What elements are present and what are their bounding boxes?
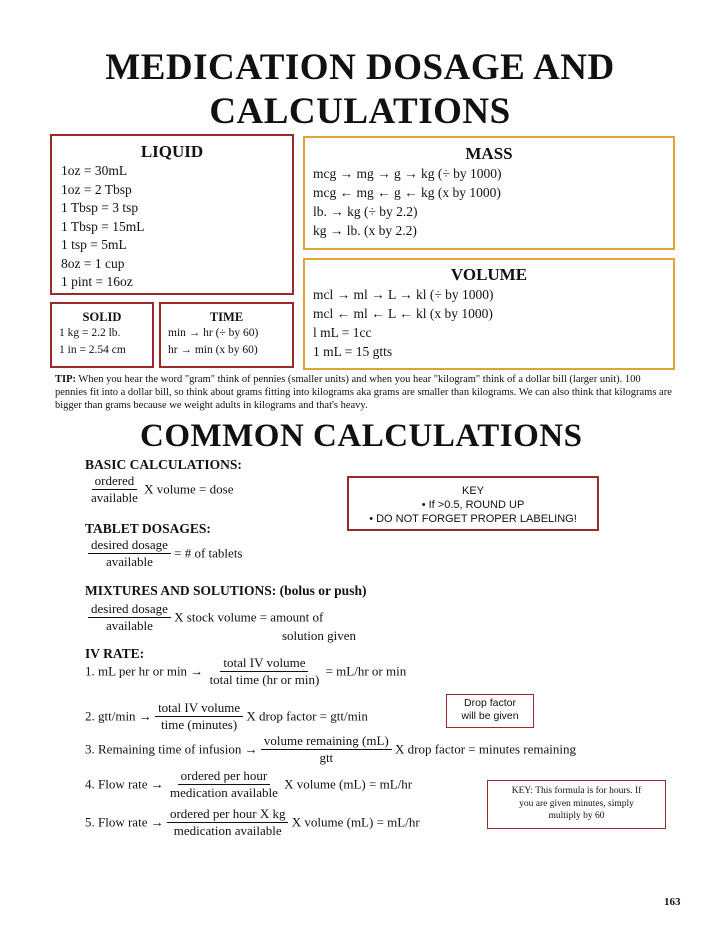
page-number: 163: [664, 896, 681, 908]
title-line-2: CALCULATIONS: [209, 91, 511, 132]
liquid-line: 8oz = 1 cup: [61, 255, 125, 271]
common-calculations-title: COMMON CALCULATIONS: [140, 418, 583, 454]
numerator: ordered: [92, 473, 138, 490]
volume-heading: VOLUME: [450, 265, 528, 284]
mass-line: kg → lb. (x by 2.2): [313, 223, 417, 238]
denominator: medication available: [173, 823, 282, 838]
tip-label: TIP:: [55, 374, 76, 385]
solid-line: 1 kg = 2.2 lb.: [59, 327, 121, 339]
mixtures-heading: MIXTURES AND SOLUTIONS: (bolus or push): [85, 583, 367, 598]
fraction: [167, 768, 281, 801]
tip-text: When you hear the word "gram" think of pennies (smaller units) and when you hear "kilogram" think of a dollar bill (larger unit). 100 pennies fit into a dollar bill, so think about grams fitting into kilograms aka grams are smaller than kilograms. We can also think that kilograms are bigger than grams because we weight adults in kilograms and that's heavy.: [55, 374, 672, 411]
key-line: • If >0.5, ROUND UP: [421, 499, 525, 511]
iv-heading: IV RATE:: [85, 646, 145, 661]
formula-rest: X drop factor = gtt/min: [246, 708, 368, 724]
iv-formula-3: [85, 733, 576, 766]
mixtures-formula-rest-2: solution given: [282, 628, 357, 643]
numerator: total IV volume: [220, 655, 308, 672]
mass-heading: MASS: [465, 144, 513, 163]
solid-heading: SOLID: [82, 310, 122, 324]
volume-line: l mL = 1cc: [313, 325, 372, 340]
key-line: • DO NOT FORGET PROPER LABELING!: [369, 513, 577, 525]
fraction: [88, 473, 141, 506]
denominator: medication available: [169, 785, 278, 800]
formula-rest: X volume = dose: [144, 481, 234, 497]
liquid-heading: LIQUID: [140, 142, 204, 161]
denominator: available: [105, 618, 153, 633]
volume-line: 1 mL = 15 gtts: [313, 344, 393, 359]
solid-list: [52, 325, 152, 359]
time-heading: TIME: [209, 310, 244, 324]
liquid-line: 1oz = 2 Tbsp: [61, 181, 132, 197]
mass-box: [303, 136, 675, 250]
tip-paragraph: [55, 373, 675, 412]
formula-prefix: 1. mL per hr or min →: [85, 663, 204, 679]
fraction: [88, 537, 171, 570]
liquid-box: [50, 134, 294, 295]
volume-list: [305, 285, 673, 361]
solid-line: 1 in = 2.54 cm: [59, 344, 126, 356]
liquid-line: 1 Tbsp = 3 tsp: [61, 200, 139, 215]
volume-line: mcl → ml → L → kl (÷ by 1000): [313, 287, 494, 302]
numerator: ordered per hour X kg: [167, 806, 289, 823]
drop-factor-note: [446, 694, 534, 728]
note-line: Drop factor: [464, 697, 516, 709]
numerator: total IV volume: [155, 700, 243, 717]
formula-rest: X volume (mL) = mL/hr: [291, 814, 420, 830]
fraction: [88, 601, 171, 634]
denominator: time (minutes): [161, 717, 238, 732]
liquid-line: 1oz = 30mL: [61, 163, 128, 178]
formula-prefix: 2. gtt/min →: [85, 708, 152, 724]
formula-prefix: 5. Flow rate →: [85, 814, 164, 830]
numerator: desired dosage: [88, 601, 171, 618]
fraction: [207, 655, 323, 688]
note-line: will be given: [461, 710, 519, 722]
denominator: available: [91, 490, 138, 505]
formula-prefix: 4. Flow rate →: [85, 776, 164, 792]
time-line: hr → min (x by 60): [168, 344, 258, 356]
iv-formula-5: [85, 806, 420, 839]
fraction: [155, 700, 243, 733]
formula-rest: = mL/hr or min: [325, 663, 407, 679]
liquid-line: 1 pint = 16oz: [61, 274, 133, 289]
fraction: [261, 733, 392, 766]
page-title: [0, 46, 720, 134]
time-line: min → hr (÷ by 60): [168, 327, 259, 339]
hours-key-note: [487, 780, 666, 829]
tablet-heading: TABLET DOSAGES:: [85, 521, 211, 536]
tablet-formula: [88, 537, 243, 570]
numerator: ordered per hour: [178, 768, 271, 785]
formula-prefix: 3. Remaining time of infusion →: [85, 741, 258, 757]
volume-box: [303, 258, 675, 370]
basic-formula: [88, 473, 233, 506]
formula-rest: X volume (mL) = mL/hr: [284, 776, 413, 792]
formula-rest: X stock volume = amount of: [174, 609, 324, 625]
mass-list: [305, 164, 673, 240]
title-line-1: MEDICATION DOSAGE AND: [105, 47, 615, 88]
fraction: [167, 806, 289, 839]
note-line: KEY: This formula is for hours. If: [511, 786, 642, 796]
numerator: volume remaining (mL): [261, 733, 392, 750]
liquid-line: 1 tsp = 5mL: [61, 237, 127, 252]
numerator: desired dosage: [88, 537, 171, 554]
liquid-list: [52, 162, 292, 292]
mass-line: lb. → kg (÷ by 2.2): [313, 204, 418, 219]
time-list: [161, 325, 292, 359]
denominator: available: [105, 554, 153, 569]
iv-formula-1: [85, 655, 406, 688]
denominator: total time (hr or min): [209, 672, 320, 687]
key-heading: KEY: [461, 485, 484, 497]
time-box: [159, 302, 294, 368]
solid-box: [50, 302, 154, 368]
mass-line: mcg ← mg ← g ← kg (x by 1000): [313, 185, 501, 200]
volume-line: mcl ← ml ← L ← kl (x by 1000): [313, 306, 493, 321]
liquid-line: 1 Tbsp = 15mL: [61, 218, 145, 234]
note-line: multiply by 60: [548, 811, 605, 821]
denominator: gtt: [319, 750, 334, 765]
mass-line: mcg → mg → g → kg (÷ by 1000): [313, 166, 502, 181]
key-box: [347, 476, 599, 531]
formula-rest: = # of tablets: [174, 545, 243, 561]
basic-heading: BASIC CALCULATIONS:: [85, 457, 242, 472]
formula-rest: X drop factor = minutes remaining: [395, 741, 576, 757]
note-line: you are given minutes, simply: [519, 798, 634, 809]
iv-formula-4: [85, 768, 412, 801]
iv-formula-2: [85, 700, 368, 733]
